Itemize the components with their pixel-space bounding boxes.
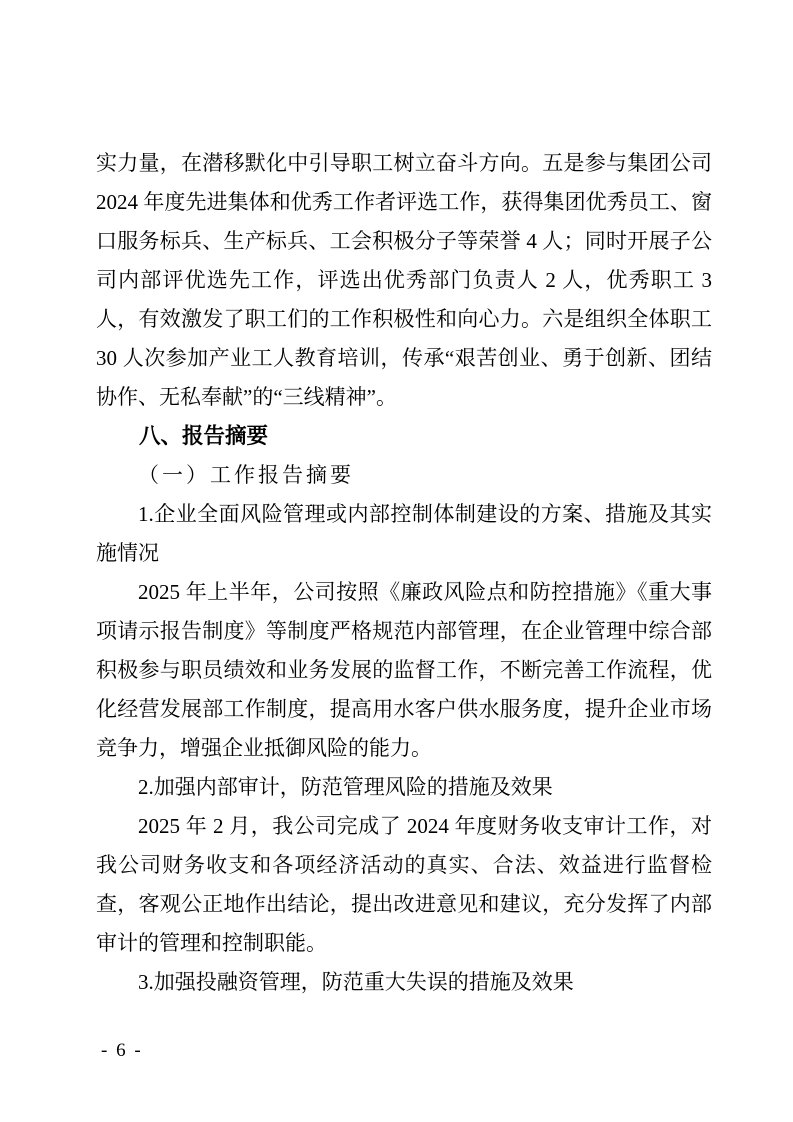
paragraph-item-2-body: 2025 年 2 月，我公司完成了 2024 年度财务收支审计工作，对我公司财务收支和各项经济活动的真实、合法、效益进行监督检查，客观公正地作出结论，提出改进意见和建议，充分发挥了内部审计的管理和控制职能。 xyxy=(96,814,712,955)
paragraph-item-2: 2.加强内部审计，防范管理风险的措施及效果 xyxy=(138,775,553,799)
paragraph-item-3: 3.加强投融资管理，防范重大失误的措施及效果 xyxy=(138,970,574,994)
paragraph-item-1: 1.企业全面风险管理或内部控制体制建设的方案、措施及其实施情况 xyxy=(96,502,712,565)
paragraph-continuation: 实力量，在潜移默化中引导职工树立奋斗方向。五是参与集团公司 2024 年度先进集体和优秀工作者评选工作，获得集团优秀员工、窗口服务标兵、生产标兵、工会积极分子等荣誉 4 人；同时开展子公司内部评优选先工作，评选出优秀部门负责人 2 人，优秀职工 3 人，有效激发了职工们的工作积极性和向心力。六是组织全体职工 30 人次参加产业工人教育培训，传承“艰苦创业、勇于创新、团结协作、无私奉献”的“三线精神”。 xyxy=(96,151,712,409)
paragraph-item-1-body: 2025 年上半年，公司按照《廉政风险点和防控措施》《重大事项请示报告制度》等制度严格规范内部管理，在企业管理中综合部积极参与职员绩效和业务发展的监督工作，不断完善工作流程，优化经营发展部工作制度，提高用水客户供水服务度，提升企业市场竞争力，增强企业抵御风险的能力。 xyxy=(96,580,712,760)
subsection-heading-work-report-summary: （一）工作报告摘要 xyxy=(138,463,354,487)
page-number: - 6 - xyxy=(101,1040,143,1061)
section-heading-report-summary: 八、报告摘要 xyxy=(139,424,269,448)
document-content xyxy=(96,144,712,1002)
